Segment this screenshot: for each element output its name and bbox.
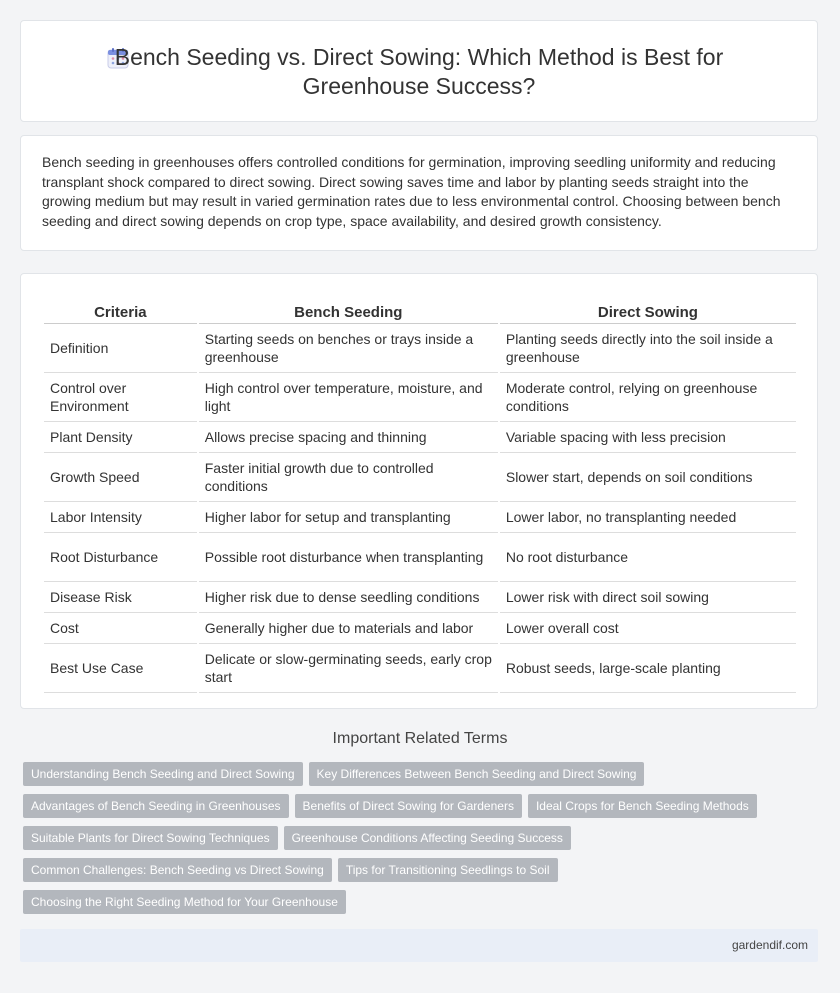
table-cell: Labor Intensity <box>44 502 197 533</box>
related-term-tag[interactable]: Understanding Bench Seeding and Direct Sowing <box>23 762 303 786</box>
table-header-row <box>44 294 796 324</box>
page-title: Bench Seeding vs. Direct Sowing: Which Method is Best for Greenhouse Success? <box>114 44 724 99</box>
related-term-tag[interactable]: Greenhouse Conditions Affecting Seeding Success <box>284 826 571 850</box>
comparison-table <box>42 294 798 693</box>
table-cell: No root disturbance <box>500 533 796 582</box>
table-cell: Root Disturbance <box>44 533 197 582</box>
footer-bar <box>20 929 818 962</box>
table-cell: Planting seeds directly into the soil inside a greenhouse <box>500 324 796 373</box>
table-row <box>44 453 796 502</box>
table-row <box>44 373 796 422</box>
table-cell: Variable spacing with less precision <box>500 422 796 453</box>
related-term-tag[interactable]: Common Challenges: Bench Seeding vs Direct Sowing <box>23 858 332 882</box>
table-cell: Delicate or slow-germinating seeds, early crop start <box>199 644 498 693</box>
table-row <box>44 502 796 533</box>
table-cell: Moderate control, relying on greenhouse conditions <box>500 373 796 422</box>
table-cell: Lower overall cost <box>500 613 796 644</box>
table-cell: Higher risk due to dense seedling conditions <box>199 582 498 613</box>
table-cell: Starting seeds on benches or trays inside a greenhouse <box>199 324 498 373</box>
table-cell: Allows precise spacing and thinning <box>199 422 498 453</box>
table-cell: Plant Density <box>44 422 197 453</box>
table-cell: Best Use Case <box>44 644 197 693</box>
table-row <box>44 582 796 613</box>
related-terms-heading: Important Related Terms <box>332 730 508 747</box>
table-row <box>44 613 796 644</box>
related-term-tag[interactable]: Advantages of Bench Seeding in Greenhouses <box>23 794 289 818</box>
table-cell: Higher labor for setup and transplanting <box>199 502 498 533</box>
related-term-tag[interactable]: Key Differences Between Bench Seeding and Direct Sowing <box>309 762 645 786</box>
table-row <box>44 644 796 693</box>
column-header-criteria: Criteria <box>44 294 197 324</box>
table-cell: Possible root disturbance when transplanting <box>199 533 498 582</box>
intro-paragraph: Bench seeding in greenhouses offers controlled conditions for germination, improving seedling uniformity and reducing transplant shock compared to direct sowing. Direct sowing saves time and labor by planting seeds straight into the growing medium but may result in varied germination rates due to less environmental control. Choosing between bench seeding and direct sowing depends on crop type, space availability, and desired growth consistency. <box>42 154 781 229</box>
title-card <box>20 20 818 122</box>
column-header-bench-seeding: Bench Seeding <box>199 294 498 324</box>
column-header-direct-sowing: Direct Sowing <box>500 294 796 324</box>
table-cell: Disease Risk <box>44 582 197 613</box>
related-term-tag[interactable]: Tips for Transitioning Seedlings to Soil <box>338 858 558 882</box>
table-cell: Growth Speed <box>44 453 197 502</box>
table-cell: Lower risk with direct soil sowing <box>500 582 796 613</box>
related-terms-list <box>23 762 783 922</box>
related-term-tag[interactable]: Benefits of Direct Sowing for Gardeners <box>295 794 522 818</box>
footer-site-link[interactable]: gardendif.com <box>731 938 808 952</box>
table-row <box>44 533 796 582</box>
related-term-tag[interactable]: Choosing the Right Seeding Method for Your Greenhouse <box>23 890 346 914</box>
table-cell: Lower labor, no transplanting needed <box>500 502 796 533</box>
table-cell: Slower start, depends on soil conditions <box>500 453 796 502</box>
table-cell: High control over temperature, moisture, and light <box>199 373 498 422</box>
table-cell: Cost <box>44 613 197 644</box>
table-row <box>44 422 796 453</box>
table-cell: Control over Environment <box>44 373 197 422</box>
table-cell: Robust seeds, large-scale planting <box>500 644 796 693</box>
related-term-tag[interactable]: Ideal Crops for Bench Seeding Methods <box>528 794 757 818</box>
table-cell: Generally higher due to materials and labor <box>199 613 498 644</box>
table-row <box>44 324 796 373</box>
table-cell: Definition <box>44 324 197 373</box>
table-cell: Faster initial growth due to controlled conditions <box>199 453 498 502</box>
comparison-card <box>20 273 818 709</box>
related-term-tag[interactable]: Suitable Plants for Direct Sowing Techniques <box>23 826 278 850</box>
intro-card <box>20 135 818 251</box>
